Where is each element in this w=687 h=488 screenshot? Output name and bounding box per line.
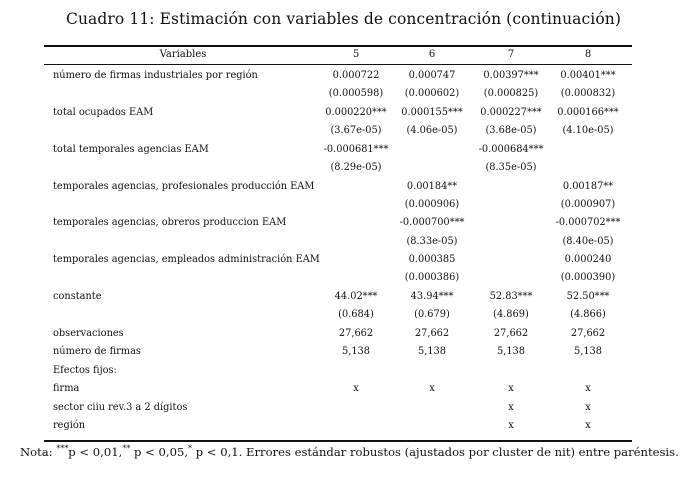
table-cell: x bbox=[508, 383, 514, 394]
table-cell: (8.40e-05) bbox=[562, 236, 614, 247]
table-row bbox=[0, 68, 687, 84]
table-row bbox=[0, 400, 687, 416]
table-cell: (4.869) bbox=[493, 309, 529, 320]
table-cell: (0.000386) bbox=[404, 272, 460, 283]
table-cell: 0.000747 bbox=[408, 70, 456, 81]
note-text-2: p < 0,05, bbox=[130, 444, 189, 459]
note-sup-3: * bbox=[188, 444, 193, 453]
row-label: observaciones bbox=[53, 328, 124, 339]
row-label: número de firmas industriales por región bbox=[53, 70, 258, 81]
table-row bbox=[0, 270, 687, 286]
table-cell: (4.10e-05) bbox=[562, 125, 614, 136]
table-row bbox=[0, 252, 687, 268]
row-label: temporales agencias, empleados administración EAM bbox=[53, 254, 320, 265]
table-cell: 0.00397*** bbox=[483, 70, 539, 81]
bottom-rule bbox=[44, 440, 632, 442]
note-text-1: p < 0,01, bbox=[68, 444, 123, 459]
table-cell: 5,138 bbox=[417, 346, 447, 357]
table-cell: 27,662 bbox=[570, 328, 606, 339]
table-cell: (0.000906) bbox=[404, 199, 460, 210]
table-cell: 52.50*** bbox=[566, 291, 610, 302]
table-cell: 0.00184** bbox=[406, 181, 458, 192]
row-label: sector ciiu rev.3 a 2 dígitos bbox=[53, 402, 188, 413]
table-cell: 5,138 bbox=[496, 346, 526, 357]
table-row bbox=[0, 160, 687, 176]
table-cell: (8.35e-05) bbox=[485, 162, 537, 173]
table-cell: 44.02*** bbox=[334, 291, 378, 302]
table-cell: 27,662 bbox=[338, 328, 374, 339]
row-label: número de firmas bbox=[53, 346, 141, 357]
table-cell: 0.000227*** bbox=[480, 107, 542, 118]
table-cell: x bbox=[429, 383, 435, 394]
table-cell: 43.94*** bbox=[410, 291, 454, 302]
table-cell: 0.00401*** bbox=[560, 70, 616, 81]
note-sup-1: *** bbox=[56, 444, 69, 453]
row-label: firma bbox=[53, 383, 80, 394]
table-cell: (0.000598) bbox=[328, 88, 384, 99]
table-cell: (4.06e-05) bbox=[406, 125, 458, 136]
header-col-8: 8 bbox=[584, 49, 592, 60]
table-cell: x bbox=[585, 383, 591, 394]
table-row bbox=[0, 363, 687, 379]
table-cell: -0.000700*** bbox=[399, 217, 465, 228]
table-row bbox=[0, 123, 687, 139]
table-row bbox=[0, 86, 687, 102]
table-cell: (3.67e-05) bbox=[330, 125, 382, 136]
table-row bbox=[0, 179, 687, 195]
row-label: región bbox=[53, 420, 86, 431]
header-variables: Variables bbox=[159, 49, 207, 60]
table-cell: 0.000155*** bbox=[401, 107, 463, 118]
table-cell: -0.000681*** bbox=[323, 144, 389, 155]
note-prefix: Nota: bbox=[20, 444, 57, 459]
table-cell: (0.000832) bbox=[560, 88, 616, 99]
row-label: temporales agencias, profesionales producción EAM bbox=[53, 181, 315, 192]
table-cell: 0.000220*** bbox=[325, 107, 387, 118]
header-col-5: 5 bbox=[352, 49, 360, 60]
top-rule bbox=[44, 45, 632, 47]
table-cell: -0.000684*** bbox=[478, 144, 544, 155]
table-row bbox=[0, 105, 687, 121]
table-cell: 0.000722 bbox=[332, 70, 380, 81]
table-row bbox=[0, 344, 687, 360]
note-sup-2: ** bbox=[122, 444, 131, 453]
table-cell: -0.000702*** bbox=[555, 217, 621, 228]
table-cell: (4.866) bbox=[570, 309, 606, 320]
table-row bbox=[0, 234, 687, 250]
table-cell: (8.33e-05) bbox=[406, 236, 458, 247]
table-cell: 52.83*** bbox=[489, 291, 533, 302]
note-text-3: p < 0,1. Errores estándar robustos (ajustados por cluster de nit) entre paréntesis. bbox=[192, 444, 679, 459]
table-cell: x bbox=[585, 402, 591, 413]
table-row bbox=[0, 142, 687, 158]
table-cell: 0.000385 bbox=[408, 254, 456, 265]
table-cell: 5,138 bbox=[573, 346, 603, 357]
table-cell: 0.00187** bbox=[562, 181, 614, 192]
table-row bbox=[0, 381, 687, 397]
table-cell: (0.000907) bbox=[560, 199, 616, 210]
table-cell: x bbox=[585, 420, 591, 431]
row-label: constante bbox=[53, 291, 102, 302]
table-cell: (0.000602) bbox=[404, 88, 460, 99]
row-label: Efectos fijos: bbox=[53, 365, 117, 376]
table-cell: (3.68e-05) bbox=[485, 125, 537, 136]
table-cell: 5,138 bbox=[341, 346, 371, 357]
table-cell: x bbox=[353, 383, 359, 394]
header-col-6: 6 bbox=[428, 49, 436, 60]
table-cell: 27,662 bbox=[493, 328, 529, 339]
table-cell: 27,662 bbox=[414, 328, 450, 339]
table-row bbox=[0, 307, 687, 323]
table-cell: x bbox=[508, 402, 514, 413]
table-cell: (8.29e-05) bbox=[330, 162, 382, 173]
header-rule bbox=[44, 64, 632, 65]
row-label: total ocupados EAM bbox=[53, 107, 154, 118]
table-row bbox=[0, 289, 687, 305]
table-caption: Cuadro 11: Estimación con variables de concentración (continuación) bbox=[65, 10, 622, 28]
row-label: total temporales agencias EAM bbox=[53, 144, 209, 155]
table-cell: (0.684) bbox=[338, 309, 374, 320]
table-cell: x bbox=[508, 420, 514, 431]
table-cell: 0.000240 bbox=[564, 254, 612, 265]
header-col-7: 7 bbox=[507, 49, 515, 60]
table-note bbox=[20, 444, 680, 459]
table-row bbox=[0, 215, 687, 231]
table-cell: 0.000166*** bbox=[557, 107, 619, 118]
table-cell: (0.000390) bbox=[560, 272, 616, 283]
table-cell: (0.679) bbox=[414, 309, 450, 320]
table-row bbox=[0, 418, 687, 434]
table-row bbox=[0, 326, 687, 342]
row-label: temporales agencias, obreros produccion EAM bbox=[53, 217, 287, 228]
table-cell: (0.000825) bbox=[483, 88, 539, 99]
table-row bbox=[0, 197, 687, 213]
